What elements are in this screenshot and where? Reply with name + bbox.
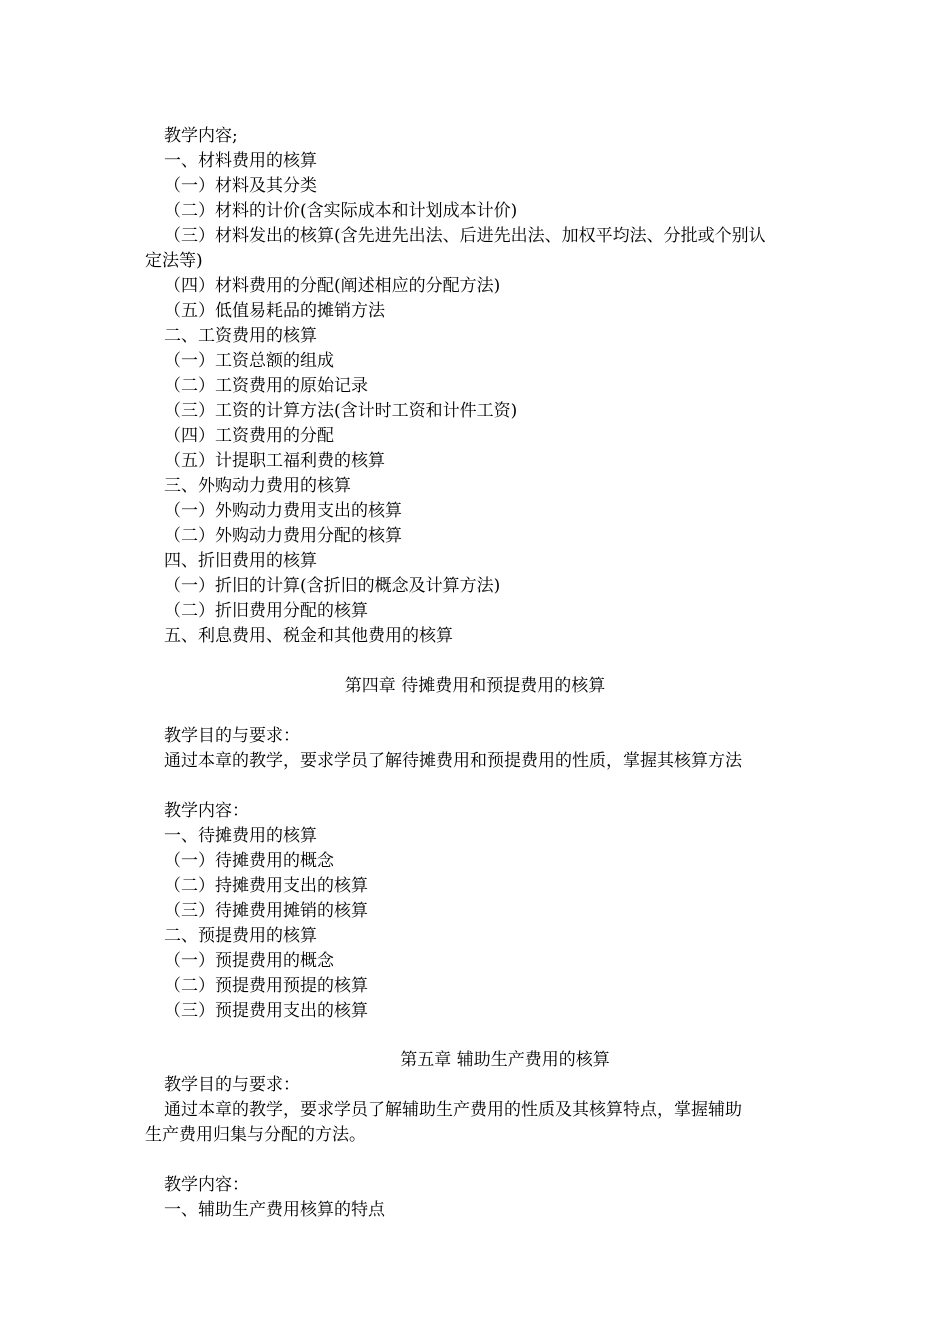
list-item: （二）外购动力费用分配的核算 <box>164 526 402 546</box>
list-item: 一、辅助生产费用核算的特点 <box>164 1200 385 1220</box>
list-item: 三、外购动力费用的核算 <box>164 476 351 496</box>
goal-text: 通过本章的教学，要求学员了解待摊费用和预提费用的性质，掌握其核算方法 <box>164 751 742 771</box>
list-item: （五）计提职工福利费的核算 <box>164 451 385 471</box>
goal-label: 教学目的与要求： <box>164 726 300 746</box>
list-item: （三）预提费用支出的核算 <box>164 1001 368 1021</box>
list-item: （三）待摊费用摊销的核算 <box>164 901 368 921</box>
list-item: （一）外购动力费用支出的核算 <box>164 501 402 521</box>
list-item: 五、利息费用、税金和其他费用的核算 <box>164 626 453 646</box>
list-item: 定法等) <box>145 251 203 271</box>
list-item: （五）低值易耗品的摊销方法 <box>164 301 385 321</box>
list-item: （一）工资总额的组成 <box>164 351 334 371</box>
goal-text: 通过本章的教学，要求学员了解辅助生产费用的性质及其核算特点，掌握辅助 <box>164 1100 742 1120</box>
list-item: 二、预提费用的核算 <box>164 926 317 946</box>
list-item: 一、待摊费用的核算 <box>164 826 317 846</box>
list-item: （二）折旧费用分配的核算 <box>164 601 368 621</box>
list-item: （三）工资的计算方法(含计时工资和计件工资) <box>164 401 518 421</box>
goal-label: 教学目的与要求： <box>164 1075 300 1095</box>
list-item: （四）材料费用的分配(阐述相应的分配方法) <box>164 276 501 296</box>
list-item: （二）工资费用的原始记录 <box>164 376 368 396</box>
content-label: 教学内容; <box>164 126 238 146</box>
list-item: （二）材料的计价(含实际成本和计划成本计价) <box>164 201 518 221</box>
list-item: （四）工资费用的分配 <box>164 426 334 446</box>
list-item: （一）材料及其分类 <box>164 176 317 196</box>
list-item: （一）预提费用的概念 <box>164 951 334 971</box>
list-item: （一）折旧的计算(含折旧的概念及计算方法) <box>164 576 501 596</box>
list-item: （一）待摊费用的概念 <box>164 851 334 871</box>
chapter-title: 第五章 辅助生产费用的核算 <box>400 1050 610 1070</box>
list-item: 四、折旧费用的核算 <box>164 551 317 571</box>
goal-text-continued: 生产费用归集与分配的方法。 <box>145 1125 366 1145</box>
list-item: （三）材料发出的核算(含先进先出法、后进先出法、加权平均法、分批或个别认 <box>164 226 766 246</box>
list-item: （二）预提费用预提的核算 <box>164 976 368 996</box>
list-item: 一、材料费用的核算 <box>164 151 317 171</box>
list-item: 二、工资费用的核算 <box>164 326 317 346</box>
content-label: 教学内容： <box>164 801 249 821</box>
list-item: （二）持摊费用支出的核算 <box>164 876 368 896</box>
chapter-title: 第四章 待摊费用和预提费用的核算 <box>344 676 606 696</box>
content-label: 教学内容： <box>164 1175 249 1195</box>
